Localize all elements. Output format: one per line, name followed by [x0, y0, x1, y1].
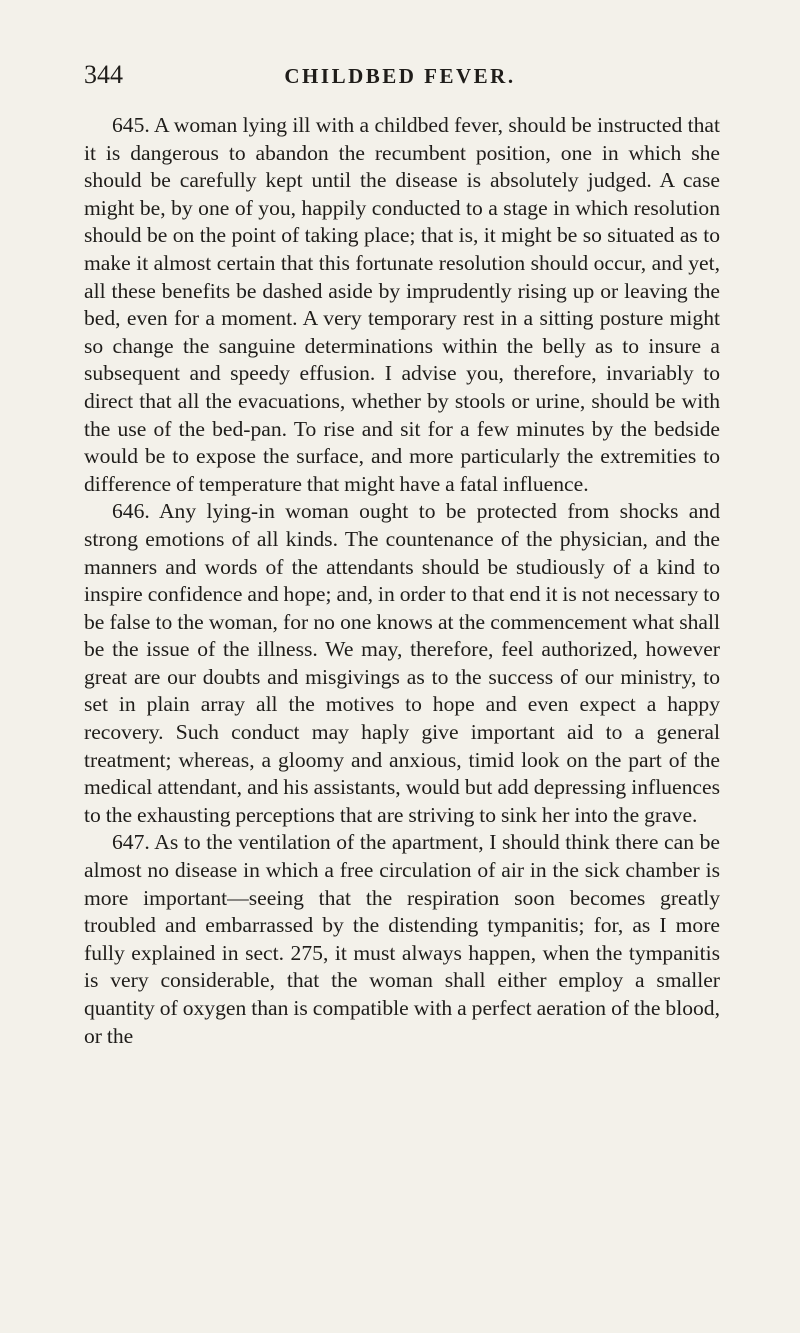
- page-number: 344: [84, 60, 123, 89]
- paragraph-646: 646. Any lying-in woman ought to be protected from shocks and strong emotions of all kinds. The countenance of the physician, and the manners and words of the attendants should be studiously of a kind to inspire confidence and hope; and, in order to that end it is not necessary to be false to the woman, for no one knows at the commencement what shall be the issue of the illness. We may, therefore, feel authorized, however great are our doubts and misgivings as to the success of our ministry, to set in plain array all the motives to hope and even expect a happy recovery. Such conduct may haply give important aid to a general treatment; whereas, a gloomy and anxious, timid look on the part of the medical attendant, and his assistants, would but add depressing influences to the exhausting perceptions that are striving to sink her into the grave.: [84, 499, 720, 827]
- running-title: CHILDBED FEVER.: [284, 64, 516, 88]
- running-head: [0, 60, 800, 90]
- paragraph-645: 645. A woman lying ill with a childbed fever, should be instructed that it is dangerous to abandon the recumbent position, one in which she should be carefully kept until the disease is absolutely judged. A case might be, by one of you, happily conducted to a stage in which resolution should be on the point of taking place; that is, it might be so situated as to make it almost certain that this fortunate resolution should occur, and yet, all these benefits be dashed aside by imprudently rising up or leaving the bed, even for a moment. A very temporary rest in a sitting posture might so change the sanguine determinations within the belly as to insure a subsequent and speedy effusion. I advise you, therefore, invariably to direct that all the evacuations, whether by stools or urine, should be with the use of the bed-pan. To rise and sit for a few minutes by the bedside would be to expose the surface, and more particularly the extremities to difference of temperature that might have a fatal influence.: [84, 113, 720, 496]
- body-text: [84, 112, 720, 1050]
- paragraph-647: 647. As to the ventilation of the apartment, I should think there can be almost no disease in which a free circulation of air in the sick chamber is more important—seeing that the respiration soon becomes greatly troubled and embarrassed by the distending tympanitis; for, as I more fully explained in sect. 275, it must always happen, when the tympanitis is very considerable, that the woman shall either employ a smaller quantity of oxygen than is compatible with a perfect aeration of the blood, or the: [84, 830, 720, 1048]
